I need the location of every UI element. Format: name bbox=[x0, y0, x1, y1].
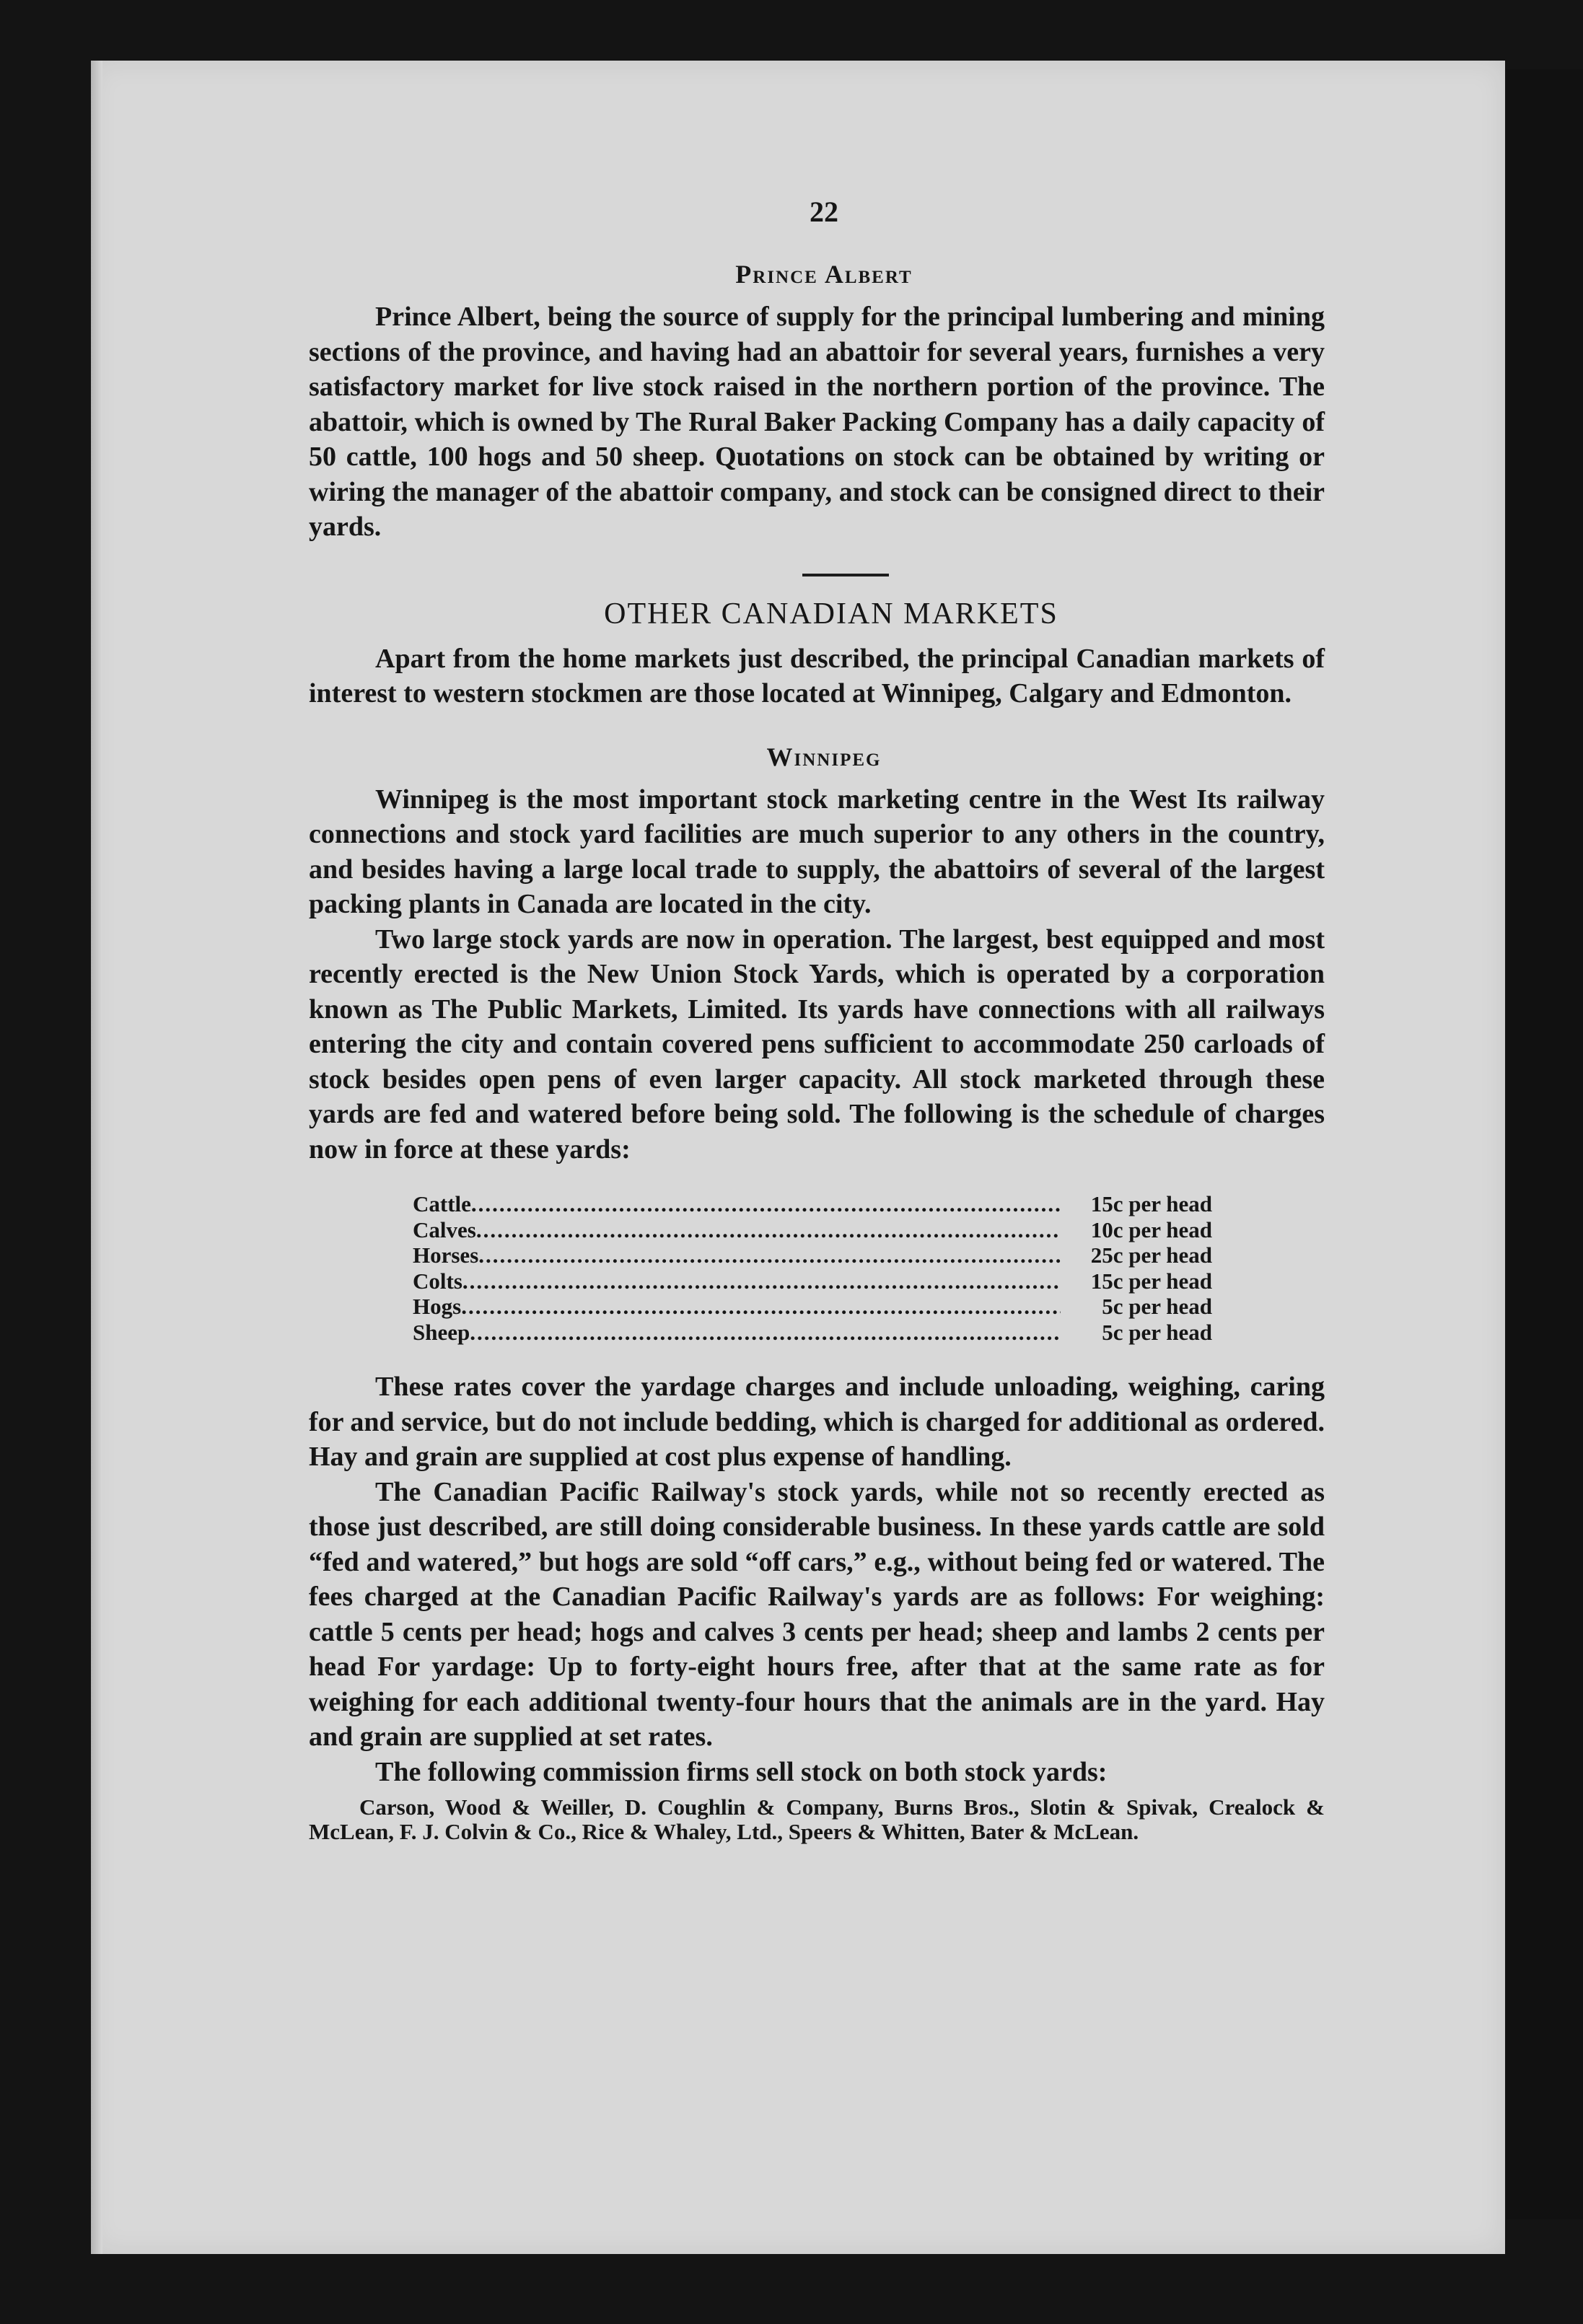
charge-item: Calves bbox=[413, 1216, 476, 1242]
leader-dots bbox=[471, 1191, 1061, 1217]
paragraph-winnipeg-4: The Canadian Pacific Railway's stock yards, while not so recently erected as those just described, are still doing considerable business. In these yards cattle are sold “fed and watered,” but hogs are sold “off cars,” e.g., without being fed or watered. The fees charged at the Canadian Pacific Railway's yards are as follows: For weighing: cattle 5 cents per head; hogs and calves 3 cents per head; sheep and lambs 2 cents per head For yardage: Up to forty-eight hours free, after that at the same rate as for weighing for each additional twenty-four hours that the animals are in the yard. Hay and grain are supplied at set rates. bbox=[309, 1476, 1325, 1752]
charge-item: Cattle bbox=[413, 1191, 471, 1216]
charge-row-cattle bbox=[413, 1191, 1212, 1217]
heading-other-canadian-markets: OTHER CANADIAN MARKETS bbox=[604, 597, 1058, 631]
paragraph-winnipeg-5: The following commission firms sell stock on both stock yards: bbox=[375, 1756, 1108, 1787]
paragraph-other-markets: Apart from the home markets just described, the principal Canadian markets of interest to western stockmen are those located at Winnipeg, Calgary and Edmonton. bbox=[309, 643, 1325, 709]
page-gutter-shadow bbox=[91, 61, 102, 2254]
charge-item: Horses bbox=[413, 1242, 479, 1268]
charge-row-sheep bbox=[413, 1320, 1212, 1346]
charges-table bbox=[413, 1191, 1212, 1345]
commission-firms-list: Carson, Wood & Weiller, D. Coughlin & Company, Burns Bros., Slotin & Spivak, Crealock & McLean, F. J. Colvin & Co., Rice & Whaley, Ltd., Speers & Whitten, Bater & McLean. bbox=[309, 1794, 1325, 1844]
paragraph-winnipeg-3: These rates cover the yardage charges and include unloading, weighing, caring for and service, but do not include bedding, which is charged for additional as ordered. Hay and grain are supplied at cost plus expense of handling. bbox=[309, 1372, 1325, 1472]
charge-row-hogs bbox=[413, 1294, 1212, 1320]
leader-dots bbox=[476, 1217, 1061, 1243]
paragraph-winnipeg-1: Winnipeg is the most important stock marketing centre in the West Its railway connections and stock yard facilities are much superior to any others in the country, and besides having a large local trade to supply, the abattoirs of several of the largest packing plants in Canada are located in the city. bbox=[309, 784, 1325, 919]
charge-rate: 10c per head bbox=[1090, 1216, 1212, 1242]
paragraph-prince-albert: Prince Albert, being the source of supply for the principal lumbering and mining sections of the province, and having had an abattoir for several years, furnishes a very satisfactory market for live stock raised in the northern portion of the province. The abattoir, which is owned by The Rural Baker Packing Company has a daily capacity of 50 cattle, 100 hogs and 50 sheep. Quotations on stock can be obtained by writing or wiring the manager of the abattoir company, and stock can be consigned direct to their yards. bbox=[309, 302, 1325, 542]
charge-item: Sheep bbox=[413, 1319, 470, 1345]
charge-row-colts bbox=[413, 1268, 1212, 1294]
charge-rate: 5c per head bbox=[1102, 1294, 1212, 1319]
charge-rate: 25c per head bbox=[1090, 1242, 1212, 1268]
leader-dots bbox=[478, 1242, 1061, 1268]
charge-rate: 15c per head bbox=[1090, 1268, 1212, 1294]
charge-row-calves bbox=[413, 1217, 1212, 1243]
heading-prince-albert: Prince Albert bbox=[735, 260, 913, 289]
adjacent-page-edge bbox=[1507, 69, 1583, 2219]
charge-item: Hogs bbox=[413, 1294, 462, 1319]
leader-dots bbox=[461, 1294, 1061, 1320]
heading-winnipeg: Winnipeg bbox=[766, 742, 882, 771]
leader-dots bbox=[470, 1320, 1061, 1346]
section-divider bbox=[802, 574, 889, 576]
charge-item: Colts bbox=[413, 1268, 462, 1294]
charge-rate: 5c per head bbox=[1102, 1319, 1212, 1345]
page-number: 22 bbox=[810, 196, 838, 228]
charge-row-horses bbox=[413, 1242, 1212, 1268]
leader-dots bbox=[462, 1268, 1061, 1294]
page-content bbox=[309, 173, 1325, 1844]
charge-rate: 15c per head bbox=[1090, 1191, 1212, 1216]
paragraph-winnipeg-2: Two large stock yards are now in operation. The largest, best equipped and most recently erected is the New Union Stock Yards, which is operated by a corporation known as The Public Markets, Limited. Its yards have connections with all railways entering the city and contain covered pens sufficient to accommodate 250 carloads of stock besides open pens of even larger capacity. All stock marketed through these yards are fed and watered before being sold. The following is the schedule of charges now in force at these yards: bbox=[309, 924, 1325, 1165]
